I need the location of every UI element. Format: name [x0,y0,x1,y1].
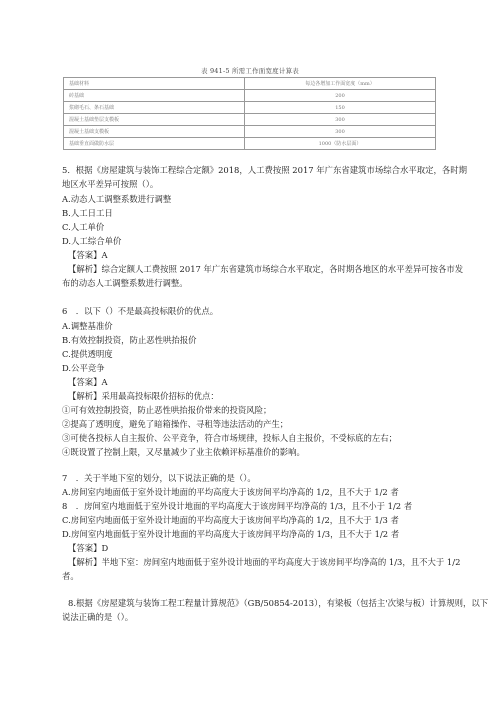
table-caption: 表 941-5 所需工作面宽度计算表 [201,67,299,75]
question-7-stem: 7 ．关于半地下室的划分，以下说法正确的是（）。 [62,473,256,483]
question-6-point-3: ③可使各投标人自主报价、公平竞争，符合市场规律，投标人自主报价，不受标底的左右； [62,433,397,443]
question-6-explanation: 【解析】采用最高投标限价招标的优点： [68,391,219,401]
question-7-answer: 【答案】D [68,543,109,553]
question-6-option-a: A.调整基准价 [62,321,113,331]
table-cell: 300 [245,114,436,126]
question-7-option-c: C.房间室内地面低于室外设计地面的平均高度大于该房间平均净高的 1/2，且不大于 1/3 者 [62,515,399,525]
question-5-stem: 5．根据《房屋建筑与装饰工程综合定额》2018，人工费按照 2017 年广东省建筑市场综合水平取定，各时期 [62,165,468,175]
question-5-option-d: D.人工综合单价 [62,236,122,246]
table-cell: 200 [245,90,436,102]
table-cell: 混凝土基础支模板 [64,126,245,138]
question-8-stem: 8.根据《房屋建筑与装饰工程工程量计算规范》（GB/50854-2013），有梁板（包括主'次梁与板）计算规则，以下 [68,598,489,608]
table-header-cell: 每边各增加工作面宽度（mm） [245,78,436,90]
table-row [64,126,436,138]
table-cell: 浆砌毛石、条石基础 [64,102,245,114]
question-7-option-a: A.房间室内地面低于室外设计地面的平均高度大于该房间平均净高的 1/2，且不大于 1/2 者 [62,487,399,497]
question-5-option-b: B.人工日工日 [62,208,113,218]
question-8-stem-cont: 说法正确的是（）。 [62,612,134,622]
work-face-width-table [63,77,436,150]
question-6-answer: 【答案】A [68,377,108,387]
question-6-option-d: D.公平竞争 [62,363,105,373]
table-cell: 300 [245,126,436,138]
question-6-point-4: ④既设置了控制上限，又尽量减少了业主依赖评标基准价的影响。 [62,447,305,457]
question-5-option-a: A.动态人工调整系数进行调整 [62,194,172,204]
question-6-option-b: B.有效控制投资，防止恶性哄抬报价 [62,335,197,345]
table-row [64,90,436,102]
question-5-stem-cont: 地区水平差异可按照（）。 [62,179,159,189]
table-cell: 混凝土基础垫层支模板 [64,114,245,126]
question-5-answer: 【答案】A [68,250,108,260]
table-cell: 150 [245,102,436,114]
table-row [64,138,436,150]
question-7-explanation: 【解析】半地下室：房间室内地面低于室外设计地面的平均高度大于该房间平均净高的 1/3，且不大于 1/2 [68,557,461,567]
table-row [64,102,436,114]
table-header-row [64,78,436,90]
table-cell: 砖基础 [64,90,245,102]
table-header-cell: 基础材料 [64,78,245,90]
question-7-explanation-cont: 者。 [62,571,79,581]
table-cell: 1000（防水层面） [245,138,436,150]
question-6-stem: 6 ．以下（）不是最高投标限价的优点。 [62,306,219,316]
question-7-option-d: D.房间室内地面低于室外设计地面的平均高度大于该房间平均净高的 1/3，且不大于 1/2 者 [62,529,400,539]
question-6-point-1: ①可有效控制投资，防止恶性哄抬报价带来的投资风险； [62,405,272,415]
question-7-option-b: 8 ．房间室内地面低于室外设计地面的平均高度大于该房间平均净高的 1/3，且不小于 1/2 者 [62,501,413,511]
question-6-option-c: C.提供透明度 [62,349,113,359]
question-5-option-c: C.人工单价 [62,222,105,232]
table-row [64,114,436,126]
question-5-explanation: 【解析】综合定额人工费按照 2017 年广东省建筑市场综合水平取定，各时期各地区的水平差异可按各市发 [68,264,464,274]
question-5-explanation-cont: 布的动态人工调整系数进行调整。 [62,278,188,288]
question-6-point-2: ②提高了透明度，避免了暗箱操作、寻租等违法活动的产生； [62,419,289,429]
table-cell: 基础垂直面做防水层 [64,138,245,150]
